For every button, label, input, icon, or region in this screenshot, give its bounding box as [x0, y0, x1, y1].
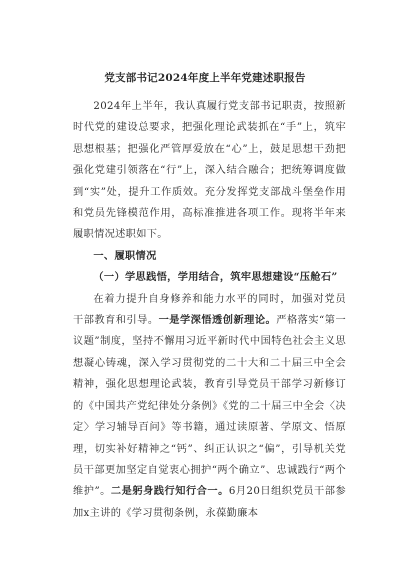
paragraph-text: 在着力提升自身修养和能力水平的同时，加强对党员干部教育和引导。	[73, 293, 346, 327]
intro-paragraph: 2024年上半年，我认真履行党支部书记职责，按照新时代党的建设总要求，把强化理论武装抓在“手”上，筑牢思想根基；把强化严管厚爱放在“心”上，鼓足思想干劲把强化党建引领落在“行”上，深入结合融合；把统筹调度做到“实”处，提升工作质效。充分发挥党支部战斗堡垒作用和党员先锋模范作用，高标准推进各项工作。现将半年来履职情况述职如下。	[73, 101, 346, 241]
document-body	[73, 96, 346, 524]
subsection-heading-ideological-building: （一）学思践悟，学用结合，筑牢思想建设“压舱石”	[93, 271, 338, 284]
emphasis-point-two: 二是躬身践行知行合一。	[110, 485, 229, 498]
document-title: 党支部书记2024年度上半年党建述职报告	[104, 72, 306, 84]
body-paragraph-theory-study	[73, 289, 346, 524]
paragraph-text: 严格落实“第一议题”制度，坚持不懈用习近平新时代中国特色社会主义思想凝心铸魂，深入学习贯彻党的二十大和二十届三中全会精神，强化思想理论武装，教育引导党员干部学习新修订的《中国共产党纪律处分条例》《党的二十届三中全会〈决定〉学习辅导百问》等书籍，通过读原著、学原文、悟原理，切实补好精神之“钙”、纠正认识之“偏”，引导机关党员干部更加坚定自觉衷心拥护“两个确立”、忠诚践行“两个维护”。	[73, 315, 346, 498]
paragraph-text: 6月20日组织党员干部参加x主讲的《学习贯彻条例，永葆勤廉本	[73, 486, 346, 519]
emphasis-point-one: 一是学深悟透创新理论。	[158, 314, 277, 327]
section-heading-duty-performance: 一、履职情况	[93, 249, 157, 262]
